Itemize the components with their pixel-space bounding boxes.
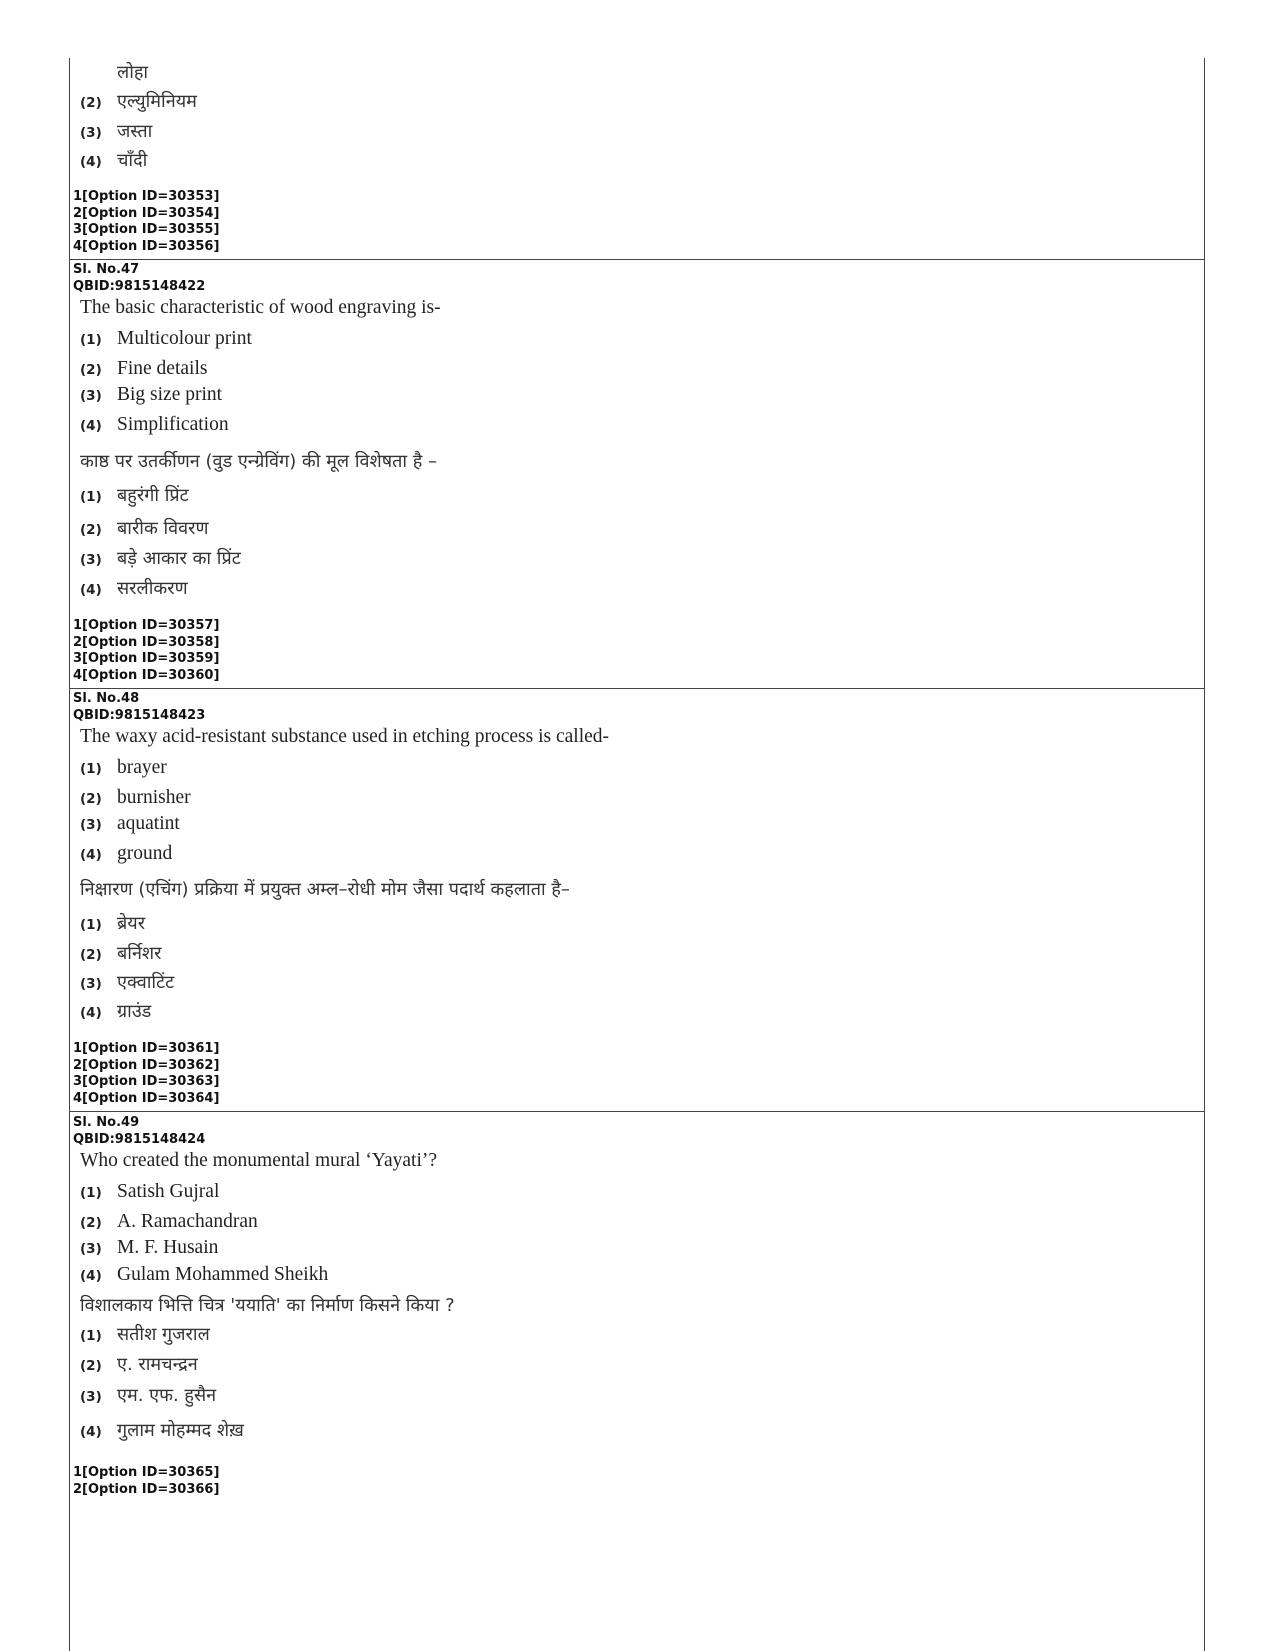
serial-number: Sl. No.48	[73, 691, 140, 706]
qbid: QBID:9815148424	[73, 1131, 206, 1147]
divider	[70, 259, 1204, 260]
option-number: (1)	[80, 1328, 102, 1344]
option-2-hi	[80, 89, 197, 113]
divider	[70, 1111, 1204, 1112]
option-id: 4[Option ID=30356]	[73, 238, 220, 254]
option-text: लोहा	[117, 62, 149, 83]
option-1-en	[80, 328, 252, 350]
option-text: ground	[117, 843, 173, 864]
option-4-hi	[80, 1418, 244, 1442]
option-3-en	[80, 813, 180, 835]
option-1-en	[80, 757, 167, 779]
option-number: (2)	[80, 1358, 102, 1374]
option-1-hi	[80, 483, 189, 507]
option-text: ग्राउंड	[117, 1001, 152, 1022]
option-id: 1[Option ID=30365]	[73, 1465, 220, 1480]
option-text: बारीक विवरण	[117, 518, 209, 539]
option-number: (3)	[80, 817, 102, 833]
option-id: 2[Option ID=30366]	[73, 1481, 220, 1497]
option-ids	[70, 1041, 219, 1107]
option-3-hi	[80, 1383, 216, 1407]
option-3-hi	[80, 119, 152, 143]
option-text: बहुरंगी प्रिंट	[117, 485, 189, 506]
option-id: 1[Option ID=30357]	[73, 618, 220, 633]
option-text: गुलाम मोहम्मद शेख़	[117, 1420, 244, 1441]
qbid: QBID:9815148423	[73, 707, 206, 723]
option-text: brayer	[117, 757, 167, 778]
option-1-hi	[80, 60, 148, 84]
option-id: 4[Option ID=30360]	[73, 667, 220, 683]
option-1-en	[80, 1181, 219, 1203]
option-number: (3)	[80, 388, 102, 404]
option-text: Fine details	[117, 358, 208, 379]
question-text-hi: निक्षारण (एचिंग) प्रक्रिया में प्रयुक्त अम्ल–रोधी मोम जैसा पदार्थ कहलाता है–	[80, 879, 570, 900]
option-text: M. F. Husain	[117, 1237, 219, 1258]
option-4-hi	[80, 576, 188, 600]
option-number: (2)	[80, 362, 102, 378]
option-number: (4)	[80, 154, 102, 170]
option-ids	[70, 1465, 219, 1498]
option-2-hi	[80, 941, 162, 965]
question-text-en: The basic characteristic of wood engraving is-	[80, 297, 441, 318]
option-number: (2)	[80, 947, 102, 963]
option-4-en	[80, 1264, 328, 1286]
option-1-hi	[80, 911, 145, 935]
question-48	[70, 691, 1204, 1106]
option-text: सरलीकरण	[117, 578, 188, 599]
option-text: एक्वाटिंट	[117, 972, 175, 993]
option-text: जस्ता	[117, 121, 153, 142]
option-number: (2)	[80, 791, 102, 807]
option-number: (3)	[80, 1389, 102, 1405]
option-number: (4)	[80, 1424, 102, 1440]
option-2-hi	[80, 1352, 198, 1376]
option-3-en	[80, 384, 222, 406]
option-id: 1[Option ID=30353]	[73, 189, 220, 204]
option-id: 2[Option ID=30358]	[73, 634, 220, 650]
option-number: (4)	[80, 582, 102, 598]
option-text: aquatint	[117, 813, 180, 834]
option-number: (3)	[80, 552, 102, 568]
option-number: (1)	[80, 917, 102, 933]
question-47	[70, 262, 1204, 683]
serial-number: Sl. No.49	[73, 1115, 140, 1130]
option-4-en	[80, 843, 172, 865]
question-text-hi: काष्ठ पर उतर्कीणन (वुड एन्ग्रेविंग) की मूल विशेषता है –	[80, 451, 438, 472]
option-text: बर्निशर	[117, 943, 162, 964]
option-id: 2[Option ID=30362]	[73, 1057, 220, 1073]
option-ids	[70, 618, 219, 684]
option-text: Satish Gujral	[117, 1181, 220, 1202]
option-number: (4)	[80, 418, 102, 434]
question-text-hi: विशालकाय भित्ति चित्र 'ययाति' का निर्माण किसने किया ?	[80, 1295, 455, 1316]
question-text-en: The waxy acid-resistant substance used in etching process is called-	[80, 726, 610, 747]
option-number: (4)	[80, 1268, 102, 1284]
option-2-en	[80, 1211, 258, 1233]
option-number: (1)	[80, 489, 102, 505]
option-number: (2)	[80, 522, 102, 538]
option-text: A. Ramachandran	[117, 1211, 258, 1232]
option-text: बड़े आकार का प्रिंट	[117, 548, 241, 569]
question-paper-frame	[69, 58, 1205, 1651]
option-ids	[70, 189, 219, 255]
question-49	[70, 1115, 1204, 1497]
option-text: एल्युमिनियम	[117, 91, 197, 112]
option-text: सतीश गुजराल	[117, 1324, 210, 1345]
option-number: (1)	[80, 1185, 102, 1201]
divider	[70, 688, 1204, 689]
option-text: burnisher	[117, 787, 191, 808]
option-text: Gulam Mohammed Sheikh	[117, 1264, 329, 1285]
option-number: (1)	[80, 761, 102, 777]
option-4-en	[80, 414, 229, 436]
option-number: (1)	[80, 332, 102, 348]
option-2-en	[80, 358, 207, 380]
option-3-en	[80, 1237, 218, 1259]
qbid: QBID:9815148422	[73, 278, 206, 294]
option-4-hi	[80, 148, 147, 172]
option-text: Simplification	[117, 414, 229, 435]
option-text: Multicolour print	[117, 328, 252, 349]
option-text: Big size print	[117, 384, 223, 405]
serial-number: Sl. No.47	[73, 262, 140, 277]
option-text: एम. एफ. हुसैन	[117, 1385, 217, 1406]
option-number: (2)	[80, 1215, 102, 1231]
option-number: (4)	[80, 1005, 102, 1021]
option-id: 4[Option ID=30364]	[73, 1090, 220, 1106]
option-id: 3[Option ID=30359]	[73, 651, 220, 666]
option-number: (3)	[80, 976, 102, 992]
option-id: 1[Option ID=30361]	[73, 1041, 220, 1056]
option-number: (4)	[80, 847, 102, 863]
option-number: (3)	[80, 125, 102, 141]
option-id: 3[Option ID=30355]	[73, 222, 220, 237]
option-2-hi	[80, 516, 209, 540]
option-id: 3[Option ID=30363]	[73, 1074, 220, 1089]
option-number: (3)	[80, 1241, 102, 1257]
option-4-hi	[80, 999, 151, 1023]
option-number: (2)	[80, 95, 102, 111]
option-text: ए. रामचन्द्रन	[117, 1354, 198, 1375]
option-3-hi	[80, 970, 174, 994]
option-text: चाँदी	[117, 150, 148, 171]
option-3-hi	[80, 546, 241, 570]
option-1-hi	[80, 1322, 210, 1346]
question-text-en: Who created the monumental mural ‘Yayati’?	[80, 1150, 438, 1171]
option-id: 2[Option ID=30354]	[73, 205, 220, 221]
option-text: ब्रेयर	[117, 913, 146, 934]
option-2-en	[80, 787, 191, 809]
